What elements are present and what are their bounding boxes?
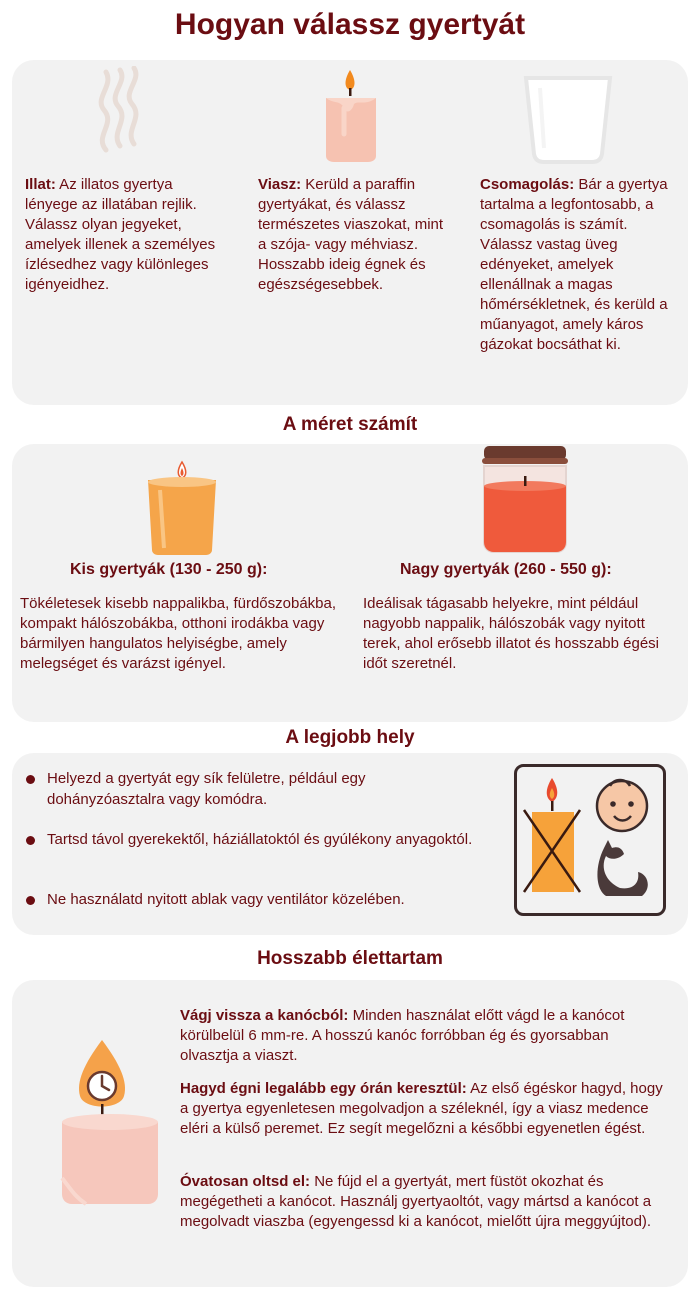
- trim-wick-text: Minden használat előtt vágd le a kanócot körülbelül 6 mm-re. A hosszú kanóc forróbban ég és gyorsabban olvasztja a viaszt.: [180, 1007, 625, 1064]
- size-card: [12, 444, 688, 722]
- bullet-dot: [26, 896, 35, 905]
- small-candles-text: Tökéletesek kisebb nappalikba, fürdőszobákba, kompakt hálószobákba, otthoni irodákba vagy bármilyen hangulatos helyiségbe, amely melegséget és varázst igényel.: [20, 595, 337, 672]
- place-heading: A legjobb hely: [285, 727, 415, 748]
- extinguish-label: Óvatosan oltsd el:: [180, 1173, 311, 1190]
- wax-text: Kerüld a paraffin gyertyákat, és válassz természetes viaszokat, mint a szója- vagy méhviasz. Hosszabb ideig égnek és egészségesebbek.: [258, 176, 444, 293]
- glass-jar-icon: [522, 74, 614, 166]
- extinguish-text: Ne fújd el a gyertyát, mert füstöt okozhat és megégetheti a kanócot. Használj gyertyaoltót, vagy mártsd a kanócot a megolvadt viaszba (egyengessd ki a kanócot, mielőtt újra meggyújtod).: [180, 1173, 652, 1230]
- place-bullet-away: [22, 829, 497, 850]
- life-item-trim-wick: [180, 1006, 668, 1066]
- keep-away-from-children-pets-icon: [514, 764, 666, 916]
- scent-steam-icon: [88, 66, 148, 156]
- burn-hour-text: Az első égéskor hagyd, hogy a gyertya egyenletesen megolvadjon a széleknél, így a viasz medence eléri a külső peremet. Ez segít megelőzni a későbbi egyenetlen égést.: [180, 1080, 663, 1137]
- bullet-dot: [26, 775, 35, 784]
- large-candles-text: Ideálisak tágasabb helyekre, mint például nagyobb nappalik, hálószobák vagy nyitott terek, ahol erősebb illatot és hosszabb égési időt szeretnél.: [363, 595, 660, 672]
- candle-clock-flame-icon: [56, 1038, 166, 1206]
- life-heading: Hosszabb élettartam: [257, 948, 443, 969]
- place-bullet-text: Helyezd a gyertyát egy sík felületre, például egy dohányzóasztalra vagy komódra.: [47, 770, 366, 808]
- life-item-burn-hour: [180, 1079, 668, 1139]
- life-item-extinguish: [180, 1172, 668, 1232]
- small-candles-label: Kis gyertyák (130 - 250 g):: [70, 561, 268, 578]
- choose-item-wax: [258, 175, 453, 295]
- trim-wick-label: Vágj vissza a kanócból:: [180, 1007, 349, 1024]
- place-bullet-window: [22, 889, 517, 910]
- choose-item-scent: [25, 175, 220, 295]
- scent-label: Illat:: [25, 176, 56, 193]
- packaging-label: Csomagolás:: [480, 176, 575, 193]
- choose-item-packaging: [480, 175, 675, 355]
- place-bullet-surface: [22, 768, 477, 810]
- bullet-dot: [26, 836, 35, 845]
- burn-hour-label: Hagyd égni legalább egy órán keresztül:: [180, 1080, 467, 1097]
- wax-candle-icon: [322, 64, 382, 164]
- place-bullet-text: Ne használatd nyitott ablak vagy ventilátor közelében.: [47, 891, 405, 908]
- scent-text: Az illatos gyertya lényege az illatában rejlik. Válassz olyan jegyeket, amelyek illenek a személyes ízlésedhez vagy különleges igényeidhez.: [25, 176, 216, 293]
- wax-label: Viasz:: [258, 176, 302, 193]
- large-candles-label: Nagy gyertyák (260 - 550 g):: [400, 561, 612, 578]
- large-red-jar-candle-icon: [476, 442, 574, 554]
- page-title: Hogyan válassz gyertyát: [174, 8, 526, 41]
- packaging-text: Bár a gyertya tartalma a legfontosabb, a csomagolás is számít. Válassz vastag üveg edényeket, amelyek ellenállnak a magas hőmérsékletnek, és kerüld a műanyagot, amely káros gázokat bocsáthat ki.: [480, 176, 668, 353]
- size-heading: A méret számít: [282, 414, 418, 435]
- place-bullet-text: Tartsd távol gyerekektől, háziállatoktól és gyúlékony anyagoktól.: [47, 831, 473, 848]
- small-orange-candle-icon: [146, 460, 218, 556]
